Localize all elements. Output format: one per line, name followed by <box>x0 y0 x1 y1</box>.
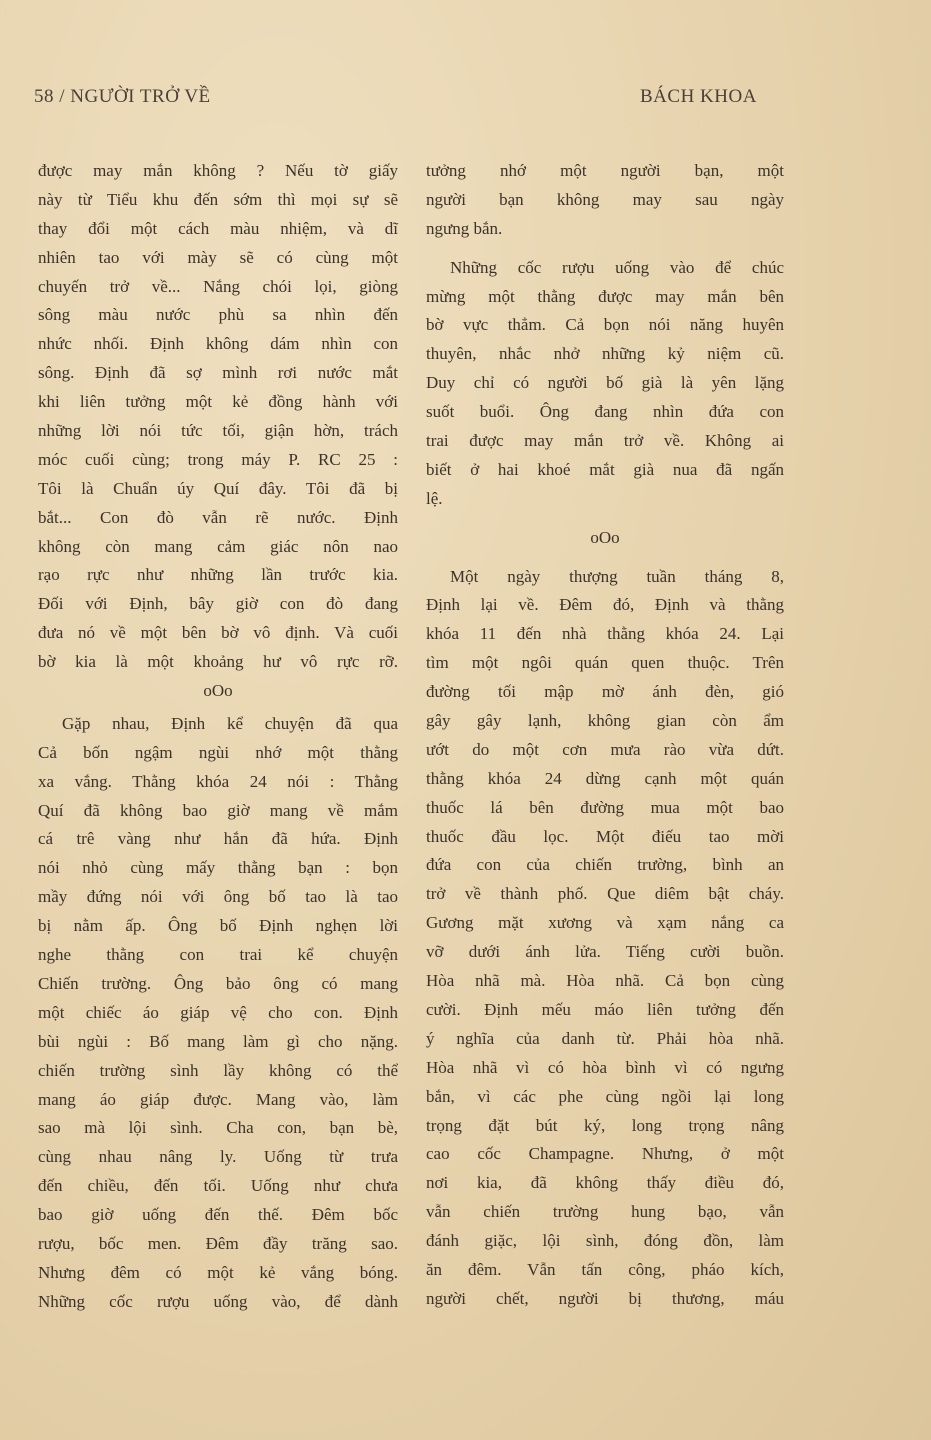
header-page-title: 58 / NGƯỜI TRỞ VỀ <box>34 86 211 107</box>
section-separator: oOo <box>590 527 620 547</box>
text-line: Gương mặt xương và xạm nắng ca <box>426 913 784 933</box>
text-line: khóa 11 đến nhà thằng khóa 24. Lại <box>426 624 784 644</box>
text-line: một chiếc áo giáp vệ cho con. Định <box>38 1002 398 1022</box>
text-line: nghe thằng con trai kể chuyện <box>38 945 398 965</box>
header-publication: BÁCH KHOA <box>640 86 757 107</box>
text-line: cao cốc Champagne. Nhưng, ở một <box>426 1144 784 1164</box>
text-line: gây gây lạnh, không gian còn ẩm <box>426 711 784 731</box>
paragraph <box>426 157 784 244</box>
text-line: đưa nó về một bên bờ vô định. Và cuối <box>38 623 398 643</box>
text-line: khi liên tưởng một kẻ đồng hành với <box>38 392 398 412</box>
text-line: nơi kia, đã không thấy điều đó, <box>426 1173 784 1193</box>
text-line: này từ Tiểu khu đến sớm thì mọi sự sẽ <box>38 189 398 209</box>
paragraph <box>426 254 784 514</box>
text-line: thuyên, nhắc nhở những kỷ niệm cũ. <box>426 344 784 364</box>
text-line: thay đổi một cách màu nhiệm, và dĩ <box>38 218 398 238</box>
text-line: bờ kia là một khoảng hư vô rực rỡ. <box>38 652 398 672</box>
text-line: biết ở hai khoé mắt già nua đã ngấn <box>426 459 784 479</box>
text-line: vỡ dưới ánh lửa. Tiếng cười buồn. <box>426 942 784 962</box>
text-line: ngưng bắn. <box>426 218 503 238</box>
text-line: người bạn không may sau ngày <box>426 189 784 209</box>
text-line: những lời nói tức tối, giận hờn, trách <box>38 421 398 441</box>
text-line: cá trê vàng như hắn đã hứa. Định <box>38 829 398 849</box>
text-line: được may mắn không ? Nếu tờ giấy <box>38 161 398 180</box>
text-line: Gặp nhau, Định kể chuyện đã qua <box>62 713 398 733</box>
text-line: vẫn chiến trường hung bạo, vẫn <box>426 1202 784 1222</box>
text-line: ăn đêm. Vẫn tấn công, pháo kích, <box>426 1259 784 1279</box>
text-line: sao mà lội sình. Cha con, bạn bè, <box>38 1118 398 1138</box>
text-line: rượu, bốc men. Đêm đầy trăng sao. <box>38 1233 398 1253</box>
text-line: bị nằm ấp. Ông bố Định nghẹn lời <box>38 916 398 936</box>
text-line: trai được may mắn trở về. Không ai <box>426 431 784 451</box>
text-line: Định lại về. Đêm đó, Định và thằng <box>426 595 784 615</box>
text-line: bùi ngùi : Bố mang làm gì cho nặng. <box>38 1031 398 1051</box>
text-line: cùng nhau nâng ly. Uống từ trưa <box>38 1147 398 1167</box>
text-line: trọng đặt bút ký, long trọng nâng <box>426 1115 784 1135</box>
paragraph <box>38 157 398 677</box>
text-line: Nhưng đêm có một kẻ vắng bóng. <box>38 1262 398 1282</box>
text-line: đánh giặc, lội sình, đóng đồn, làm <box>426 1231 784 1251</box>
text-line: móc cuối cùng; trong máy P. RC 25 : <box>38 449 398 469</box>
text-line: chiến trường sình lầy không có thể <box>38 1060 398 1080</box>
text-line: Tôi là Chuẩn úy Quí đây. Tôi đã bị <box>38 478 398 498</box>
text-line: bờ vực thẳm. Cả bọn nói năng huyên <box>426 315 784 335</box>
text-line: bao giờ uống đến thế. Đêm bốc <box>38 1205 398 1225</box>
text-line: thuốc đầu lọc. Một điếu tao mời <box>426 826 784 846</box>
text-line: đến chiều, đến tối. Uống như chưa <box>38 1176 398 1196</box>
text-line: ướt do một cơn mưa rào vừa dứt. <box>426 739 784 759</box>
text-line: xa vắng. Thằng khóa 24 nói : Thằng <box>38 771 398 791</box>
text-line: Những cốc rượu uống vào, để dành <box>38 1291 398 1311</box>
right-column <box>426 157 784 1314</box>
text-line: tìm một ngôi quán quen thuộc. Trên <box>426 653 784 673</box>
running-header <box>34 86 787 112</box>
text-line: đường tối mập mờ ánh đèn, gió <box>426 682 784 702</box>
text-line: Những cốc rượu uống vào để chúc <box>450 257 784 277</box>
text-line: mang áo giáp được. Mang vào, làm <box>38 1089 398 1109</box>
paragraph <box>426 563 784 1314</box>
text-line: Duy chỉ có người bố già là yên lặng <box>426 373 784 393</box>
text-line: trở về thành phố. Que diêm bật cháy. <box>426 884 784 904</box>
text-line: Một ngày thượng tuần tháng 8, <box>450 566 784 586</box>
left-column <box>38 157 398 1317</box>
text-line: Đối với Định, bây giờ con đò đang <box>38 594 398 614</box>
text-line: chuyến trở về... Nắng chói lọi, giòng <box>38 276 398 296</box>
text-line: mừng một thằng được may mắn bên <box>426 286 784 306</box>
text-line: không còn mang cảm giác nôn nao <box>38 536 398 556</box>
text-line: nhức nhối. Định không dám nhìn con <box>38 334 398 354</box>
text-line: tưởng nhớ một người bạn, một <box>426 161 784 180</box>
text-line: bắn, vì các phe cùng ngồi lại long <box>426 1086 784 1106</box>
text-line: thuốc lá bên đường mua một bao <box>426 797 784 817</box>
text-line: bắt... Con đò vẫn rẽ nước. Định <box>38 507 398 527</box>
text-line: sông màu nước phù sa nhìn đến <box>38 305 398 325</box>
text-line: suốt buổi. Ông đang nhìn đứa con <box>426 402 784 422</box>
text-line: người chết, người bị thương, máu <box>426 1288 784 1308</box>
text-line: nói nhỏ cùng mấy thằng bạn : bọn <box>38 858 398 878</box>
text-line: Chiến trường. Ông bảo ông có mang <box>38 973 398 993</box>
text-line: mầy đứng nói với ông bố tao là tao <box>38 887 398 907</box>
text-line: ý nghĩa của danh từ. Phải hòa nhã. <box>426 1028 784 1048</box>
text-line: rạo rực như những lần trước kia. <box>38 565 398 585</box>
text-line: Hòa nhã mà. Hòa nhã. Cả bọn cùng <box>426 971 784 991</box>
text-line: thằng khóa 24 dừng cạnh một quán <box>426 768 784 788</box>
text-line: sông. Định đã sợ mình rơi nước mắt <box>38 363 398 383</box>
text-line: cười. Định mếu máo liên tưởng đến <box>426 999 784 1019</box>
text-line: Cả bốn ngậm ngùi nhớ một thằng <box>38 742 398 762</box>
section-separator: oOo <box>203 681 233 701</box>
paragraph <box>38 710 398 1317</box>
text-line: đứa con của chiến trường, bình an <box>426 855 784 875</box>
text-line: Quí đã không bao giờ mang về mắm <box>38 800 398 820</box>
text-line: nhiên tao với mày sẽ có cùng một <box>38 247 398 267</box>
text-line: lệ. <box>426 488 443 508</box>
text-line: Hòa nhã vì có hòa bình vì có ngưng <box>426 1057 784 1077</box>
